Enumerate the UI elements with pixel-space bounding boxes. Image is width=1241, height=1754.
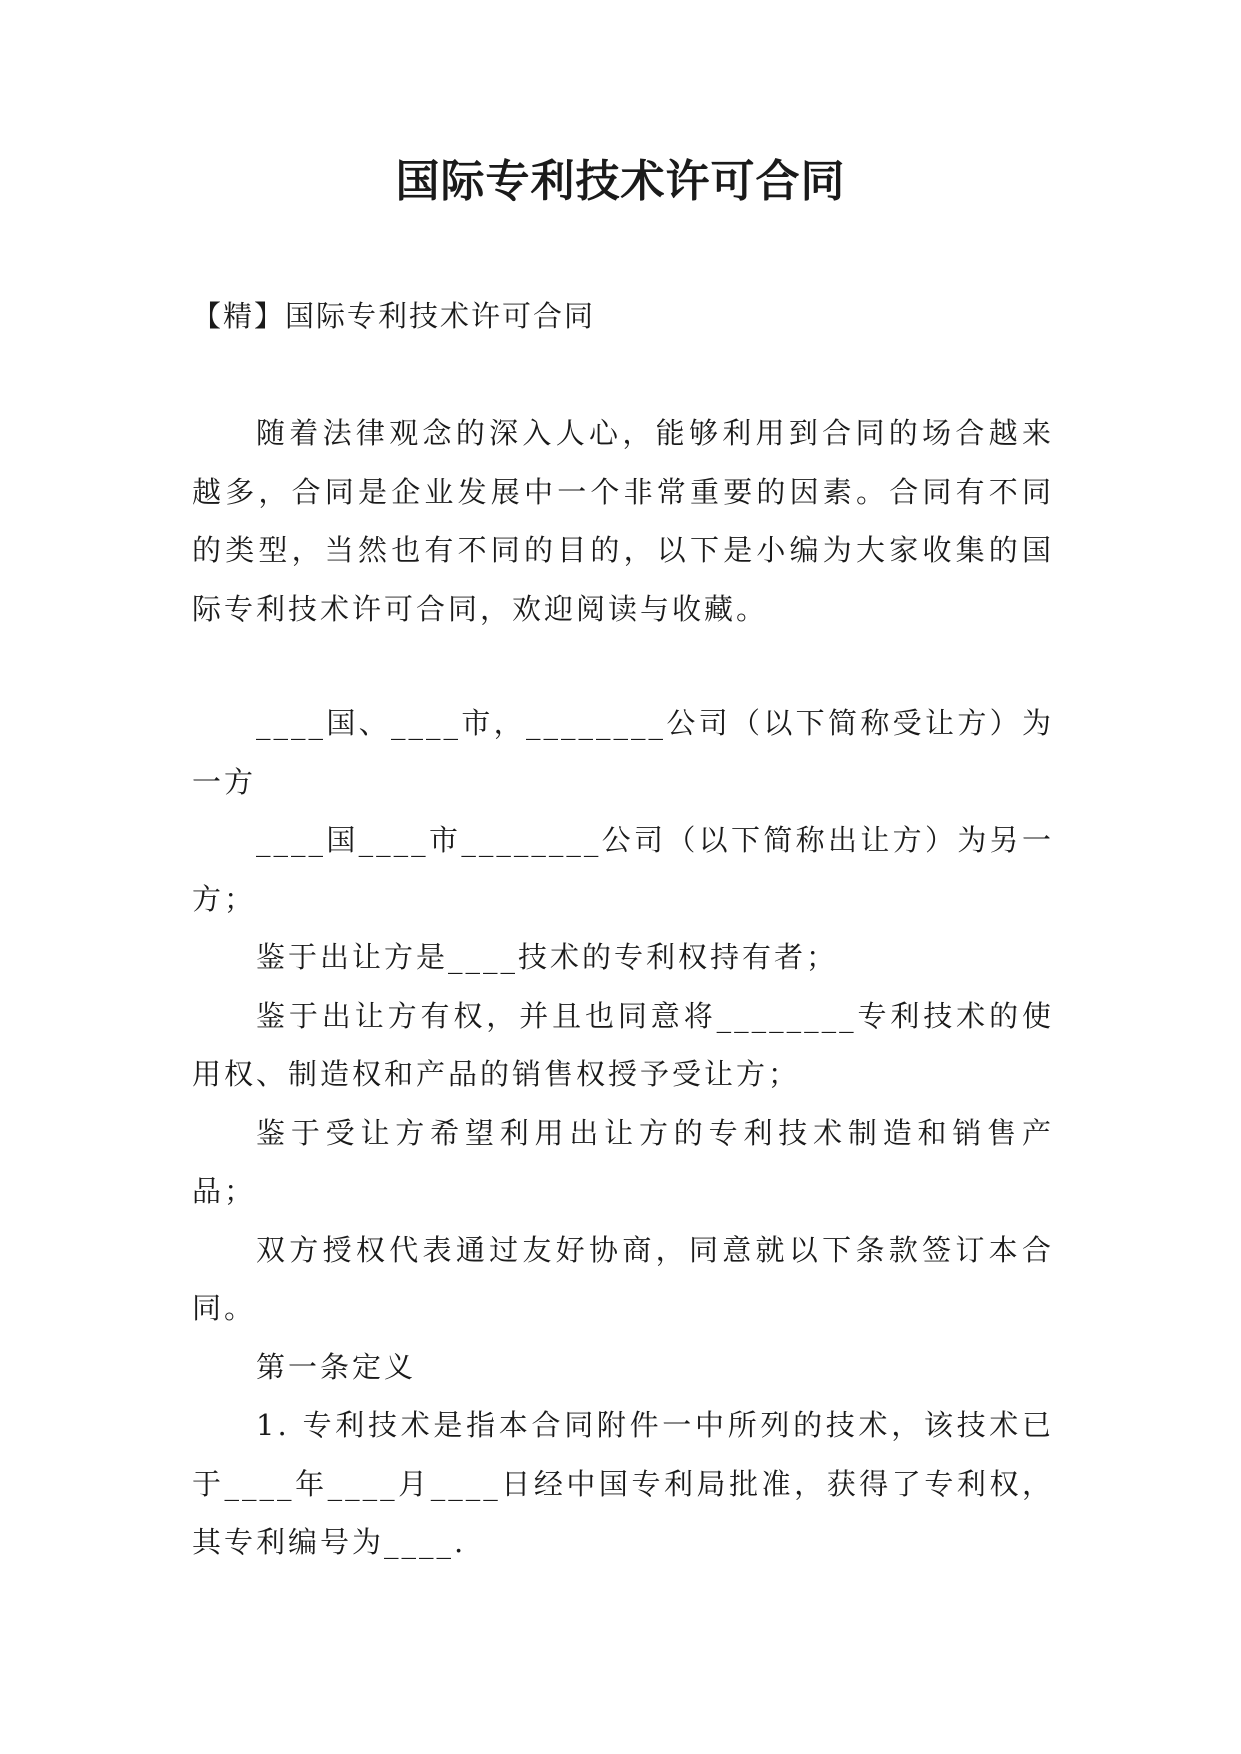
recital-assignee-intent: 鉴于受让方希望利用出让方的专利技术制造和销售产品； [192,1115,1054,1208]
recital-agreement: 双方授权代表通过友好协商，同意就以下条款签订本合同。 [192,1232,1054,1325]
recital-grant-rights: 鉴于出让方有权，并且也同意将________专利技术的使用权、制造权和产品的销售权授予受让方； [192,998,1054,1091]
article-one-clause-1: 1. 专利技术是指本合同附件一中所列的技术，该技术已于____年____月____日经中国专利局批准，获得了专利权，其专利编号为____. [192,1408,1054,1559]
intro-section [192,404,1054,638]
contract-body [192,694,1054,1572]
party-assignor-paragraph: ____国____市________公司（以下简称出让方）为另一方； [192,823,1054,916]
article-one-heading: 第一条定义 [256,1349,417,1384]
recital-patent-holder: 鉴于出让方是____技术的专利权持有者； [256,940,839,974]
party-assignee-paragraph: ____国、____市，________公司（以下简称受让方）为一方 [192,706,1054,799]
document-title: 国际专利技术许可合同 [395,156,846,207]
document-subtitle: 【精】国际专利技术许可合同 [192,299,596,333]
intro-paragraph: 随着法律观念的深入人心，能够利用到合同的场合越来越多，合同是企业发展中一个非常重要的因素。合同有不同的类型，当然也有不同的目的，以下是小编为大家收集的国际专利技术许可合同，欢迎阅读与收藏。 [192,416,1054,626]
